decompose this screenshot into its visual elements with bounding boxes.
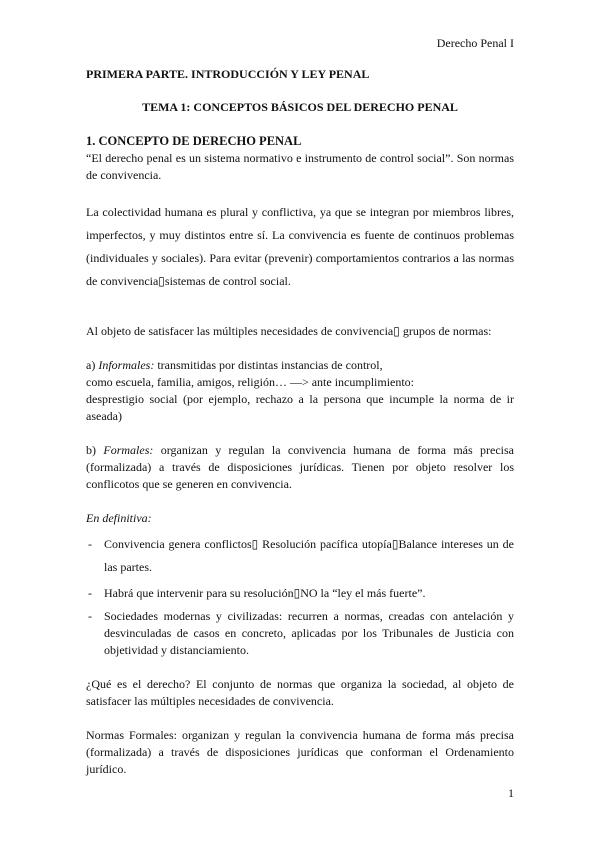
- definitiva-label: En definitiva:: [86, 511, 152, 525]
- page-number: 1: [508, 786, 514, 800]
- que-es-paragraph: ¿Qué es el derecho? El conjunto de normas que organiza la sociedad, al objeto de satisfacer las múltiples necesidades de convivencia.: [86, 677, 514, 708]
- objeto-paragraph: Al objeto de satisfacer las múltiples necesidades de convivencia▯ grupos de normas:: [86, 324, 492, 338]
- conclusions-list: [86, 533, 514, 659]
- definition-paragraph: “El derecho penal es un sistema normativo e instrumento de control social”. Son normas de convivencia.: [86, 151, 514, 182]
- formales-text: organizan y regulan la convivencia humana de forma más precisa (formalizada) a través de disposiciones jurídicas. Tienen por objeto resolver los conflicotos que se generen en convivencia.: [86, 443, 515, 491]
- informales-line1: transmitidas por distintas instancias de control,: [154, 358, 383, 372]
- formales-paragraph: [86, 442, 514, 493]
- normas-formales-paragraph: Normas Formales: organizan y regulan la convivencia humana de forma más precisa (formalizada) a través de disposiciones jurídicas que conforman el Ordenamiento jurídico.: [86, 728, 514, 776]
- tema-title: TEMA 1: CONCEPTOS BÁSICOS DEL DERECHO PENAL: [142, 100, 458, 114]
- section-title: 1. CONCEPTO DE DERECHO PENAL: [86, 134, 302, 148]
- list-item-text: Convivencia genera conflictos▯ Resolución pacífica utopía▯Balance intereses un de las partes.: [104, 537, 514, 574]
- page-body: [86, 66, 514, 778]
- part-title: PRIMERA PARTE. INTRODUCCIÓN Y LEY PENAL: [86, 67, 370, 81]
- dash-marker: -: [88, 537, 92, 551]
- running-header: Derecho Penal I: [436, 36, 514, 50]
- informales-label: a): [86, 358, 99, 372]
- informales-paragraph: [86, 357, 514, 425]
- informales-line3: desprestigio social (por ejemplo, rechazo a la persona que incumple la norma de ir aseada): [86, 392, 514, 423]
- formales-label: b): [86, 443, 104, 457]
- dash-marker: -: [88, 609, 92, 623]
- informales-line2: como escuela, familia, amigos, religión… —> ante incumplimiento:: [86, 375, 415, 389]
- list-item-text: Habrá que intervenir para su resolución▯NO la “ley el más fuerte”.: [104, 586, 426, 600]
- dash-marker: -: [88, 586, 92, 600]
- informales-term: Informales:: [98, 358, 155, 372]
- colectividad-text: La colectividad humana es plural y conflictiva, ya que se integran por miembros libres, imperfectos, y muy distintos entre sí. La convivencia es fuente de continuos problemas (individuales y sociales). Para evitar (prevenir) comportamientos contrarios a las normas de convivencia▯sistemas de control social.: [86, 205, 514, 288]
- colectividad-paragraph: [86, 201, 514, 293]
- list-item-text: Sociedades modernas y civilizadas: recurren a normas, creadas con antelación y desvinculadas de casos en concreto, aplicadas por los Tribunales de Justicia con objetividad y distanciamiento.: [104, 609, 514, 657]
- list-item: [86, 533, 514, 579]
- formales-term: Formales:: [103, 443, 154, 457]
- list-item: [86, 585, 514, 602]
- list-item: [86, 608, 514, 659]
